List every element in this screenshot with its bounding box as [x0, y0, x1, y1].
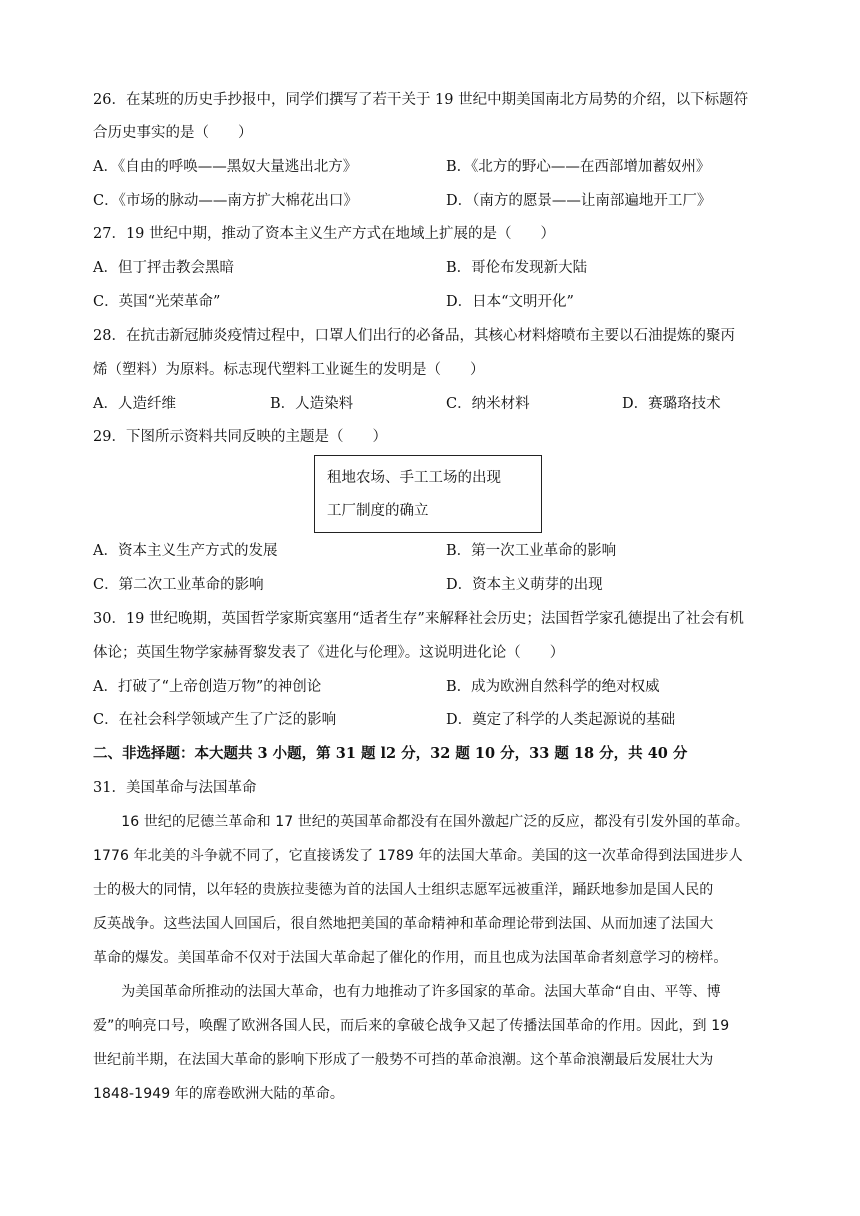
- q31-paragraph-1-line-3: 士的极大的同情，以年轻的贵族拉斐德为首的法国人士组织志愿军远被重洋，踊跃地参加是国人民的: [93, 882, 714, 898]
- q27-option-c: C．英国“光荣革命”: [93, 294, 221, 310]
- q26-stem-line-2: 合历史事实的是（ ）: [93, 125, 253, 141]
- q30-stem-line-1: 30．19 世纪晚期，英国哲学家斯宾塞用“适者生存”来解释社会历史；法国哲学家孔德提出了社会有机: [93, 611, 744, 627]
- q29-option-b: B．第一次工业革命的影响: [446, 543, 617, 559]
- q31-paragraph-2-line-3: 世纪前半期，在法国大革命的影响下形成了一般势不可挡的革命浪潮。这个革命浪潮最后发展壮大为: [93, 1052, 714, 1068]
- q26-stem-line-1: 26．在某班的历史手抄报中，同学们撰写了若干关于 19 世纪中期美国南北方局势的介绍，以下标题符: [93, 92, 749, 108]
- q30-option-c: C．在社会科学领域产生了广泛的影响: [93, 712, 337, 728]
- q26-option-a: A．《自由的呼唤——黑奴大量逃出北方》: [93, 159, 358, 175]
- q28-option-c: C．纳米材料: [446, 396, 530, 412]
- section-2-heading: 二、非选择题：本大题共 3 小题，第 31 题 l2 分，32 题 10 分，33 题 18 分，共 40 分: [93, 745, 688, 762]
- q31-title: 31．美国革命与法国革命: [93, 780, 257, 796]
- q31-paragraph-2-line-2: 爱”的响亮口号，唤醒了欧洲各国人民，而后来的拿破仑战争又起了传播法国革命的作用。因此，到 19: [93, 1018, 730, 1034]
- q28-stem-line-2: 烯（塑料）为原料。标志现代塑料工业诞生的发明是（ ）: [93, 362, 485, 378]
- q28-option-b: B．人造染料: [270, 396, 354, 412]
- q31-paragraph-1-line-1: 16 世纪的尼德兰革命和 17 世纪的英国革命都没有在国外激起广泛的反应，都没有引发外国的革命。: [93, 814, 749, 830]
- q26-option-c: C．《市场的脉动——南方扩大棉花出口》: [93, 193, 358, 209]
- q28-stem-line-1: 28．在抗击新冠肺炎疫情过程中，口罩人们出行的必备品，其核心材料熔喷布主要以石油提炼的聚丙: [93, 328, 735, 344]
- q29-box-line-2: 工厂制度的确立: [327, 503, 429, 519]
- q29-option-a: A．资本主义生产方式的发展: [93, 543, 278, 559]
- q26-option-d: D．（南方的愿景——让南部遍地开工厂》: [446, 193, 712, 209]
- q29-material-box: [314, 455, 542, 533]
- q27-option-d: D．日本“文明开化”: [446, 294, 574, 310]
- q31-paragraph-2-line-1: 为美国革命所推动的法国大革命，也有力地推动了许多国家的革命。法国大革命“自由、平等、博: [93, 984, 721, 1000]
- q30-option-b: B．成为欧洲自然科学的绝对权威: [446, 679, 660, 695]
- q30-option-d: D．奠定了科学的人类起源说的基础: [446, 712, 676, 728]
- q31-paragraph-1-line-4: 反英战争。这些法国人回国后，很自然地把美国的革命精神和革命理论带到法国、从而加速了法国大: [93, 916, 714, 932]
- q30-option-a: A．打破了“上帝创造万物”的神创论: [93, 679, 322, 695]
- q27-option-b: B．哥伦布发现新大陆: [446, 260, 588, 276]
- q31-paragraph-1-line-5: 革命的爆发。美国革命不仅对于法国大革命起了催化的作用，而且也成为法国革命者刻意学习的榜样。: [93, 950, 728, 966]
- q30-stem-line-2: 体论；英国生物学家赫胥黎发表了《进化与伦理》。这说明进化论（ ）: [93, 645, 565, 661]
- q29-option-d: D．资本主义萌芽的出现: [446, 577, 603, 593]
- q29-option-c: C．第二次工业革命的影响: [93, 577, 264, 593]
- q26-option-b: B．《北方的野心——在西部增加蓄奴州》: [446, 159, 711, 175]
- q28-option-a: A．人造纤维: [93, 396, 176, 412]
- q29-stem: 29．下图所示资料共同反映的主题是（ ）: [93, 429, 387, 445]
- q31-paragraph-2-line-4: 1848-1949 年的席卷欧洲大陆的革命。: [93, 1086, 344, 1102]
- q31-paragraph-1-line-2: 1776 年北美的斗争就不同了，它直接诱发了 1789 年的法国大革命。美国的这一次革命得到法国进步人: [93, 848, 743, 864]
- q29-box-line-1: 租地农场、手工工场的出现: [327, 470, 501, 486]
- q27-option-a: A．但丁抨击教会黑暗: [93, 260, 234, 276]
- q28-option-d: D．赛璐珞技术: [622, 396, 721, 412]
- q27-stem: 27．19 世纪中期，推动了资本主义生产方式在地域上扩展的是（ ）: [93, 226, 556, 242]
